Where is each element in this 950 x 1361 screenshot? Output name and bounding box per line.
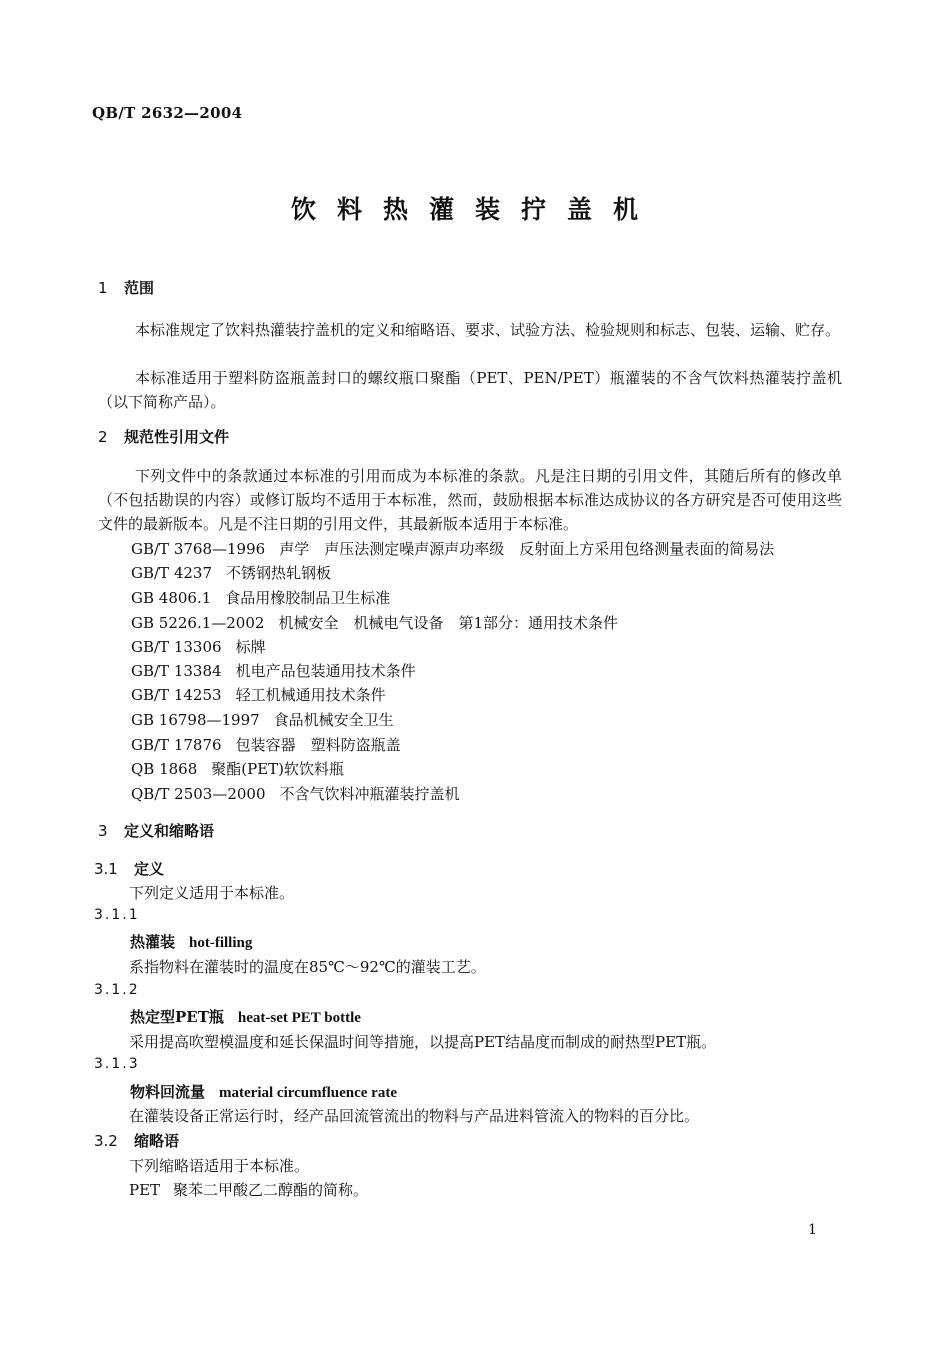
subsection-label: 缩略语 — [134, 1132, 180, 1150]
section-number: 2 — [98, 428, 108, 446]
reference-code: GB/T 17876 — [131, 736, 222, 754]
reference-title: 标牌 — [235, 638, 266, 656]
reference-title: 包装容器 塑料防盗瓶盖 — [235, 736, 401, 754]
abbreviation-pet — [129, 1179, 368, 1200]
clause-3-1-1-number: 3.1.1 — [94, 907, 140, 923]
reference-title: 轻工机械通用技术条件 — [235, 686, 386, 704]
abbreviation-text: 聚苯二甲酸乙二醇酯的简称。 — [173, 1181, 369, 1199]
reference-code: GB/T 4237 — [131, 564, 213, 582]
reference-item — [131, 587, 390, 608]
term-en: material circumfluence rate — [219, 1085, 397, 1101]
scope-paragraph-2: 本标准适用于塑料防盗瓶盖封口的螺纹瓶口聚酯（PET、PEN/PET）瓶灌装的不含气饮料热灌装拧盖机（以下简称产品）。 — [98, 369, 842, 411]
reference-code: GB 4806.1 — [131, 589, 212, 607]
section-label: 定义和缩略语 — [124, 822, 215, 840]
subsection-number: 3.2 — [94, 1132, 118, 1150]
definition-text: 在灌装设备正常运行时，经产品回流管流出的物料与产品进料管流入的物料的百分比。 — [129, 1107, 700, 1125]
reference-code: QB/T 2503—2000 — [131, 785, 266, 803]
reference-title: 食品机械安全卫生 — [273, 711, 394, 729]
subsection-3-2-heading — [94, 1130, 179, 1151]
reference-item — [131, 562, 331, 583]
reference-item — [131, 538, 774, 559]
term-heat-set-pet-bottle — [130, 1006, 361, 1027]
reference-title: 声学 声压法测定噪声源声功率级 反射面上方采用包络测量表面的简易法 — [279, 540, 775, 558]
reference-item — [131, 709, 394, 730]
reference-item — [131, 734, 401, 755]
reference-title: 机械安全 机械电气设备 第1部分：通用技术条件 — [278, 614, 618, 632]
section-label: 范围 — [124, 279, 155, 297]
normative-intro: 下列文件中的条款通过本标准的引用而成为本标准的条款。凡是注日期的引用文件，其随后所有的修改单（不包括勘误的内容）或修订版均不适用于本标准，然而，鼓励根据本标准达成协议的各方研究是否可使用这些文件的最新版本。凡是不注日期的引用文件，其最新版本适用于本标准。 — [98, 467, 842, 533]
section-3-heading — [98, 820, 214, 841]
reference-code: GB/T 14253 — [131, 686, 222, 704]
section-number: 1 — [98, 279, 108, 297]
abbreviation-code: PET — [129, 1181, 161, 1199]
section-number: 3 — [98, 822, 108, 840]
reference-title: 不含气饮料冲瓶灌装拧盖机 — [279, 785, 460, 803]
term-hot-filling — [130, 931, 252, 952]
term-zh: 热灌装 — [130, 933, 176, 951]
term-en: heat-set PET bottle — [237, 1010, 361, 1026]
term-en: hot-filling — [189, 935, 253, 951]
reference-title: 机电产品包装通用技术条件 — [235, 662, 416, 680]
reference-code: GB/T 13384 — [131, 662, 222, 680]
subsection-number: 3.1 — [94, 860, 118, 878]
subsection-3-1-heading — [94, 858, 164, 879]
clause-3-1-3-number: 3.1.3 — [94, 1056, 140, 1072]
reference-item — [131, 660, 416, 681]
reference-item — [131, 684, 386, 705]
section-label: 规范性引用文件 — [124, 428, 230, 446]
reference-title: 食品用橡胶制品卫生标准 — [225, 589, 391, 607]
reference-item — [131, 783, 460, 804]
reference-item — [131, 612, 618, 633]
page-number: 1 — [808, 1222, 817, 1238]
reference-title: 不锈钢热轧钢板 — [226, 564, 332, 582]
clause-3-1-2-number: 3.1.2 — [94, 982, 140, 998]
standard-code: QB/T 2632—2004 — [92, 104, 243, 122]
abbreviations-intro: 下列缩略语适用于本标准。 — [129, 1157, 310, 1175]
reference-title: 聚酯(PET)软饮料瓶 — [211, 760, 345, 778]
subsection-label: 定义 — [134, 860, 165, 878]
term-material-circumfluence-rate — [130, 1081, 397, 1102]
term-zh: 物料回流量 — [130, 1083, 206, 1101]
reference-item — [131, 636, 266, 657]
definition-text: 采用提高吹塑模温度和延长保温时间等措施，以提高PET结晶度而制成的耐热型PET瓶。 — [129, 1033, 717, 1051]
definitions-intro: 下列定义适用于本标准。 — [129, 884, 295, 902]
reference-item — [131, 758, 344, 779]
section-1-heading — [98, 277, 154, 298]
reference-code: QB 1868 — [131, 760, 198, 778]
reference-code: GB/T 13306 — [131, 638, 222, 656]
section-2-heading — [98, 426, 229, 447]
document-title: 饮料热灌装拧盖机 — [290, 195, 659, 224]
term-zh: 热定型PET瓶 — [130, 1008, 224, 1026]
reference-code: GB 5226.1—2002 — [131, 614, 265, 632]
reference-code: GB/T 3768—1996 — [131, 540, 266, 558]
reference-code: GB 16798—1997 — [131, 711, 260, 729]
scope-paragraph-1: 本标准规定了饮料热灌装拧盖机的定义和缩略语、要求、试验方法、检验规则和标志、包装、运输、贮存。 — [135, 321, 841, 339]
definition-text: 系指物料在灌装时的温度在85℃～92℃的灌装工艺。 — [129, 958, 486, 976]
